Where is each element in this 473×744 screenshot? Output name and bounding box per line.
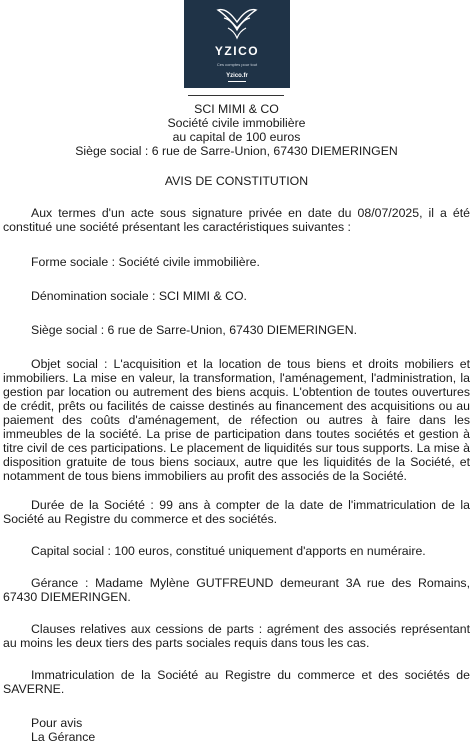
- logo-underline: [228, 81, 246, 82]
- yzico-logo-icon: [214, 6, 260, 42]
- logo-site: Yzico.fr: [226, 73, 248, 79]
- paragraph-clauses: Clauses relatives aux cessions de parts : agrément des associés représentant au moins les deux tiers des parts sociales requis dans tous les cas.: [3, 622, 470, 650]
- paragraph-intro: Aux termes d'un acte sous signature privée en date du 08/07/2025, il a été constitué une société présentant les caractéristiques suivantes :: [3, 206, 470, 234]
- logo-name: YZICO: [214, 44, 260, 58]
- paragraph-siege: Siège social : 6 rue de Sarre-Union, 67430 DIEMERINGEN.: [31, 323, 358, 337]
- paragraph-capital: Capital social : 100 euros, constitué uniquement d'apports en numéraire.: [31, 544, 426, 558]
- paragraph-gerance: Gérance : Madame Mylène GUTFREUND demeurant 3A rue des Romains, 67430 DIEMERINGEN.: [3, 576, 470, 604]
- company-capital: au capital de 100 euros: [172, 130, 301, 144]
- paragraph-objet: Objet social : L'acquisition et la location de tous biens et droits mobiliers et immobiliers. La mise en valeur, la transformation, l'aménagement, l'administration, la gestion par location ou autrement des biens acquis. L'obtention de toutes ouvertures de crédit, prêts ou facilités de caisse destinés au financement des acquisitions ou au paiement des coûts d'aménagement, de réfection ou autres à faire dans les immeubles de la société. La prise de participation dans toutes sociétés et gestion à titre civil de ces participations. Le placement de liquidités sur tous supports. La mise à disposition gratuite de tous biens sociaux, autre que les liquidités de la Société, et notamment de tous biens immobiliers au profit des associés de la Société.: [3, 357, 470, 483]
- paragraph-denomination: Dénomination sociale : SCI MIMI & CO.: [31, 289, 247, 303]
- company-type: Société civile immobilière: [167, 116, 306, 130]
- logo-tagline: Ces comptes pour tout: [216, 62, 258, 67]
- signature-line-1: Pour avis: [31, 716, 83, 730]
- yzico-logo: [184, 0, 290, 88]
- paragraph-immatriculation: Immatriculation de la Société au Registre du commerce et des sociétés de SAVERNE.: [3, 668, 470, 696]
- company-name: SCI MIMI & CO: [194, 102, 279, 116]
- header-divider: [188, 95, 284, 96]
- paragraph-forme: Forme sociale : Société civile immobilière.: [31, 255, 260, 269]
- notice-title: AVIS DE CONSTITUTION: [164, 174, 309, 188]
- signature-line-2: La Gérance: [31, 730, 96, 744]
- paragraph-duree: Durée de la Société : 99 ans à compter de la date de l'immatriculation de la Société au Registre du commerce et des sociétés.: [3, 498, 470, 526]
- legal-notice: [0, 102, 473, 744]
- company-address: Siège social : 6 rue de Sarre-Union, 67430 DIEMERINGEN: [75, 144, 398, 158]
